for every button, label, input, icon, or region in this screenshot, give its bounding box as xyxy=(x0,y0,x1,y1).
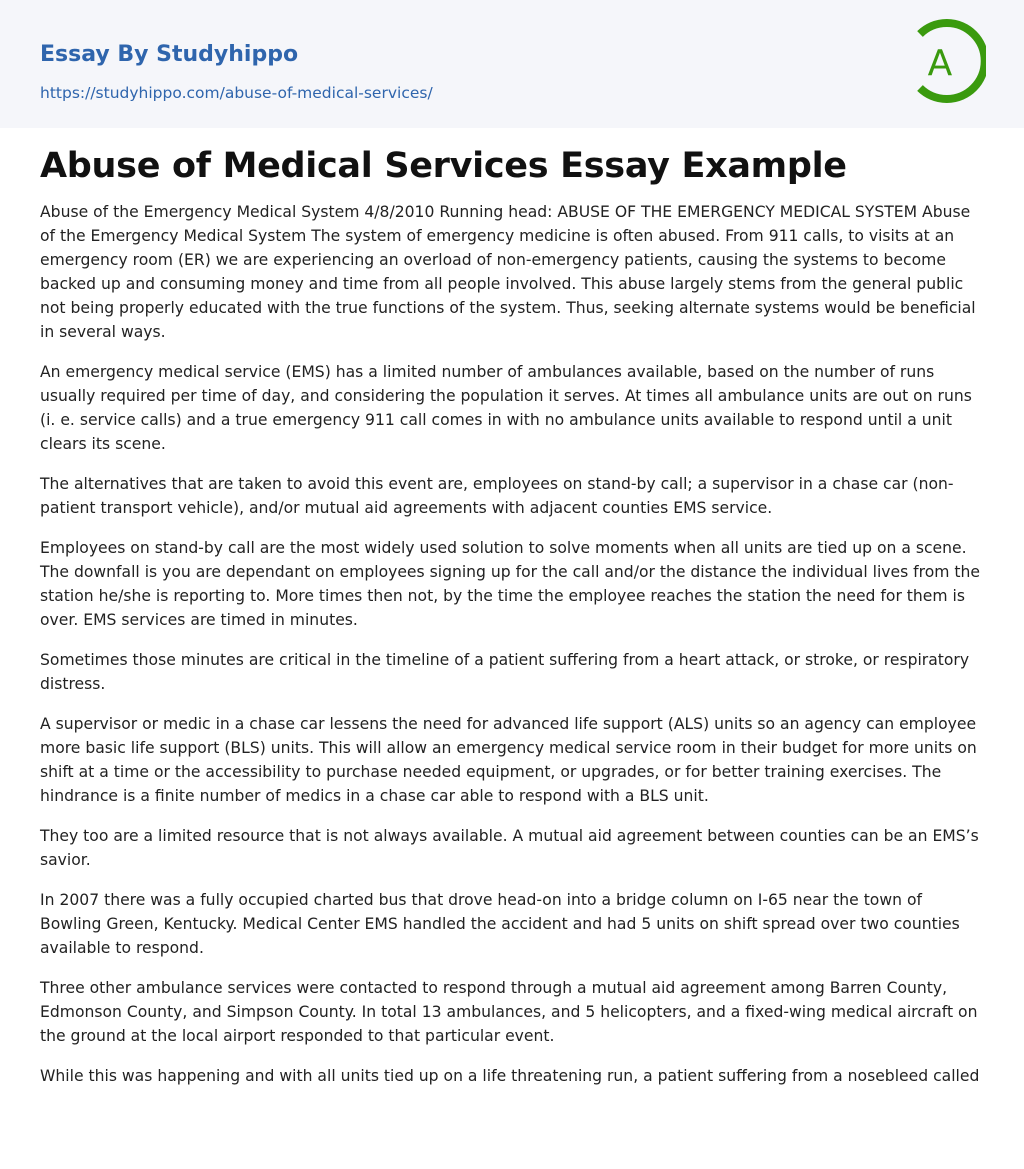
essay-paragraph: In 2007 there was a fully occupied charted bus that drove head-on into a bridge column on I-65 near the town of Bowling Green, Kentucky. Medical Center EMS handled the accident and had 5 units on shift spread over two counties available to respond. xyxy=(40,891,960,957)
essay-paragraph: While this was happening and with all units tied up on a life threatening run, a patient suffering from a nosebleed called xyxy=(40,1067,980,1085)
studyhippo-logo-icon[interactable] xyxy=(912,18,986,104)
page-title: Abuse of Medical Services Essay Example xyxy=(40,146,847,186)
essay-body xyxy=(40,200,986,1104)
essay-paragraph: Sometimes those minutes are critical in the timeline of a patient suffering from a heart attack, or stroke, or respiratory distress. xyxy=(40,651,970,693)
essay-paragraph: Abuse of the Emergency Medical System 4/8/2010 Running head: ABUSE OF THE EMERGENCY MEDICAL SYSTEM Abuse of the Emergency Medical System The system of emergency medicine is often abused. From 911 calls, to visits at an emergency room (ER) we are experiencing an overload of non-emergency patients, causing the systems to become backed up and consuming money and time from all people involved. This abuse largely stems from the general public not being properly educated with the true functions of the system. Thus, seeking alternate systems would be beneficial in several ways. xyxy=(40,203,976,341)
essay-paragraph: A supervisor or medic in a chase car lessens the need for advanced life support (ALS) units so an agency can employee more basic life support (BLS) units. This will allow an emergency medical service room in their budget for more units on shift at a time or the accessibility to purchase needed equipment, or upgrades, or for better training exercises. The hindrance is a finite number of medics in a chase car able to respond with a BLS unit. xyxy=(40,715,977,805)
site-header xyxy=(0,0,1024,128)
svg-text:A: A xyxy=(927,43,953,84)
essay-paragraph: Employees on stand-by call are the most widely used solution to solve moments when all units are tied up on a scene. The downfall is you are dependant on employees signing up for the call and/or the distance the individual lives from the station he/she is reporting to. More times then not, by the time the employee reaches the station the need for them is over. EMS services are timed in minutes. xyxy=(40,539,981,629)
essay-paragraph: The alternatives that are taken to avoid this event are, employees on stand-by call; a supervisor in a chase car (non-patient transport vehicle), and/or mutual aid agreements with adjacent counties EMS service. xyxy=(40,475,954,517)
essay-paragraph: They too are a limited resource that is not always available. A mutual aid agreement between counties can be an EMS’s savior. xyxy=(40,827,979,869)
essay-paragraph: Three other ambulance services were contacted to respond through a mutual aid agreement among Barren County, Edmonson County, and Simpson County. In total 13 ambulances, and 5 helicopters, and a fixed-wing medical aircraft on the ground at the local airport responded to that particular event. xyxy=(40,979,978,1045)
essay-paragraph: An emergency medical service (EMS) has a limited number of ambulances available, based on the number of runs usually required per time of day, and considering the population it serves. At times all ambulance units are out on runs (i. e. service calls) and a true emergency 911 call comes in with no ambulance units available to respond until a unit clears its scene. xyxy=(40,363,972,453)
brand-name: Essay By Studyhippo xyxy=(40,42,299,67)
page-url-link[interactable]: https://studyhippo.com/abuse-of-medical-services/ xyxy=(40,84,433,102)
